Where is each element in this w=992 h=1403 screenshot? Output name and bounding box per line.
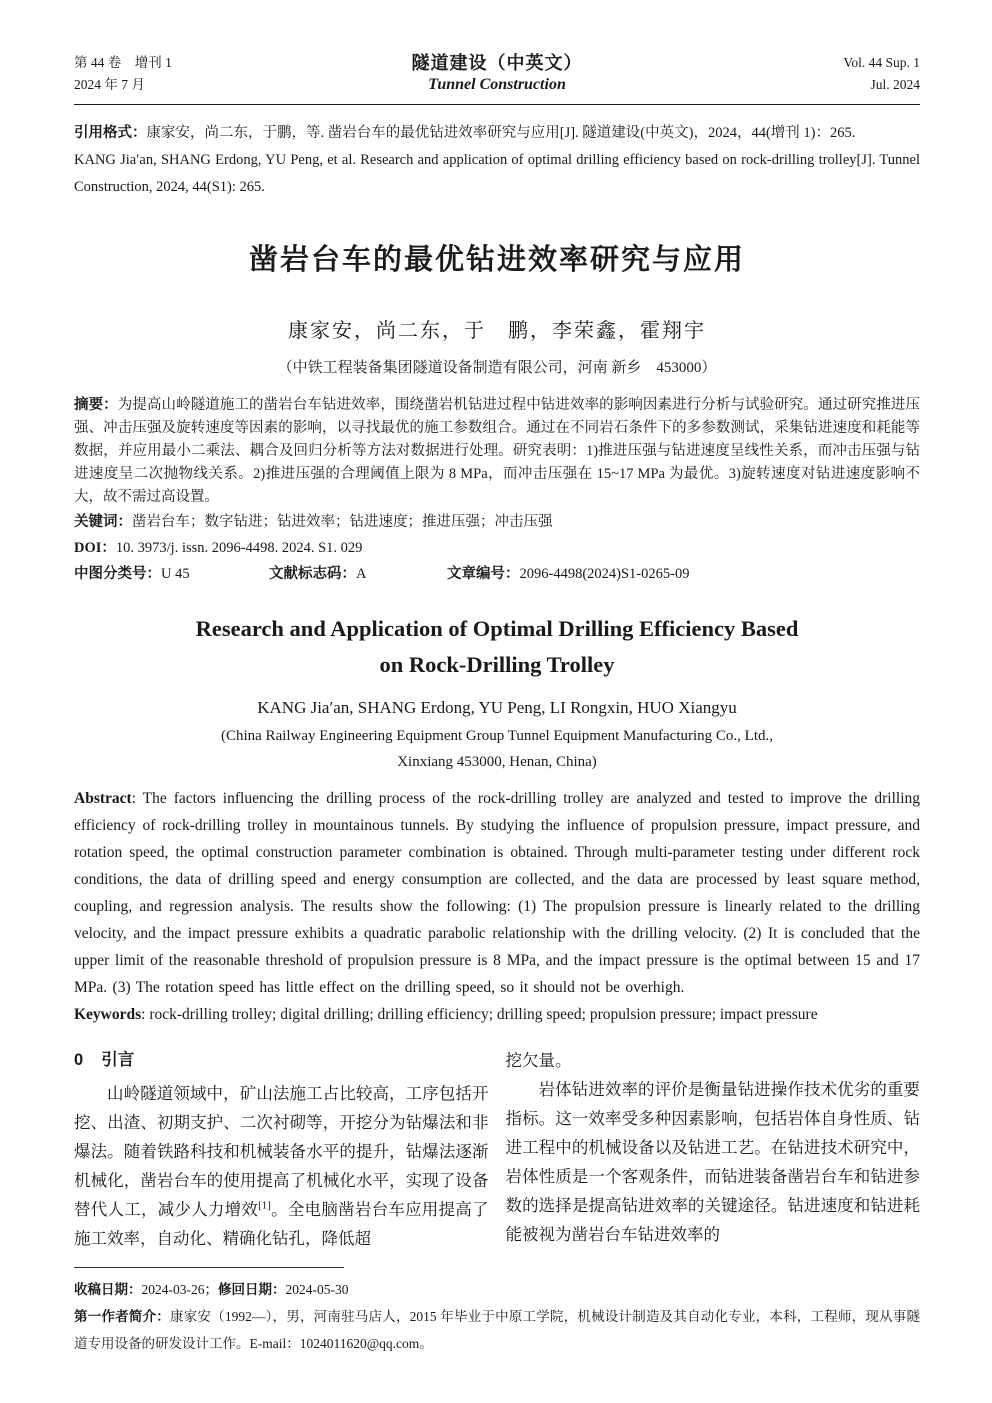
body-columns bbox=[74, 1046, 920, 1253]
doc-code-item bbox=[269, 561, 447, 587]
doi-line bbox=[74, 535, 920, 561]
article-no-value: 2096-4498(2024)S1-0265-09 bbox=[519, 566, 690, 582]
author-bio-text: 康家安（1992—），男，河南驻马店人，2015 年毕业于中原工学院，机械设计制造及其自动化专业，本科，工程师，现从事隧道专用设备的研发设计工作。E-mail：1024011620@qq.com。 bbox=[74, 1309, 921, 1351]
abstract-en-label: Abstract bbox=[74, 790, 132, 807]
keywords-cn-text: 凿岩台车；数字钻进；钻进效率；钻进速度；推进压强；冲击压强 bbox=[132, 514, 553, 530]
classification-line bbox=[74, 561, 920, 587]
journal-header bbox=[74, 52, 920, 96]
abstract-en bbox=[74, 785, 920, 1001]
affiliation-cn: （中铁工程装备集团隧道设备制造有限公司，河南 新乡 453000） bbox=[277, 360, 717, 376]
doc-code-value: A bbox=[356, 566, 367, 582]
citation-label: 引用格式： bbox=[74, 125, 147, 141]
doi-label: DOI： bbox=[74, 540, 116, 556]
journal-volume-cn-line2: 2024 年 7 月 bbox=[74, 77, 145, 92]
article-title-en-line1: Research and Application of Optimal Drilling Efficiency Based bbox=[195, 616, 799, 641]
intro-text-part2: 。全电脑凿岩台车应用提高了施工效率，自动化、精确化钻孔，降低超 bbox=[74, 1200, 489, 1248]
revised-date: 2024-05-30 bbox=[285, 1282, 349, 1297]
authors-cn: 康家安，尚二东，于 鹏，李荣鑫，霍翔宇 bbox=[288, 320, 706, 342]
revised-label: 修回日期： bbox=[218, 1282, 286, 1297]
clc-value: U 45 bbox=[161, 566, 190, 582]
article-no-item bbox=[447, 561, 689, 587]
intro-paragraph bbox=[74, 1079, 489, 1253]
body-column-left bbox=[74, 1046, 489, 1253]
header-divider bbox=[74, 104, 920, 105]
citation-text-en: KANG Jia′an, SHANG Erdong, YU Peng, et al. Research and application of optimal drilling efficiency based on rock-drilling trolley[J]. Tunnel Construction, 2024, 44(S1): 265. bbox=[74, 152, 920, 195]
body-column-right bbox=[506, 1046, 921, 1253]
authors-en: KANG Jia′an, SHANG Erdong, YU Peng, LI Rongxin, HUO Xiangyu bbox=[257, 698, 737, 717]
abstract-en-text: : The factors influencing the drilling process of the rock-drilling trolley are analyzed and tested to improve the drilling efficiency of rock-drilling trolley in mountainous tunnels. By studying the influence of propulsion pressure, impact pressure, and rotation speed, the optimal construction parameter combination is obtained. Through multi-parameter testing under different rock conditions, the data of drilling speed and energy consumption are collected, and the data are processed by least square method, coupling, and regression analysis. The results show the following: (1) The propulsion pressure is linearly related to the drilling velocity, and the impact pressure exhibits a quadratic parabolic relationship with the drilling velocity. (2) It is concluded that the upper limit of the reasonable threshold of propulsion pressure is 8 MPa, and the impact pressure is the optimal between 15 and 17 MPa. (3) The rotation speed has little effect on the drilling speed, so it should not be overhigh. bbox=[74, 790, 920, 996]
section-0-number: 0 bbox=[74, 1051, 84, 1069]
keywords-cn-label: 关键词： bbox=[74, 514, 132, 530]
affiliation-en bbox=[74, 723, 920, 775]
right-column-paragraph: 岩体钻进效率的评价是衡量钻进操作技术优劣的重要指标。这一效率受多种因素影响，包括岩体自身性质、钻进工程中的机械设备以及钻进工艺。在钻进技术研究中，岩体性质是一个客观条件，而钻进装备凿岩台车和钻进参数的选择是提高钻进效率的关键途径。钻进速度和钻进耗能被视为凿岩台车钻进效率的 bbox=[505, 1080, 920, 1244]
received-date: 2024-03-26； bbox=[141, 1282, 218, 1297]
citation-block bbox=[74, 120, 920, 201]
section-0-heading bbox=[74, 1046, 489, 1075]
section-0-title: 引言 bbox=[101, 1051, 135, 1069]
citation-text-cn: 康家安，尚二东，于鹏，等. 凿岩台车的最优钻进效率研究与应用[J]. 隧道建设(中英文)，2024，44(增刊 1)：265. bbox=[146, 125, 856, 141]
right-column-continuation: 挖欠量。 bbox=[505, 1051, 572, 1070]
clc-label: 中图分类号： bbox=[74, 566, 161, 582]
doi-value: 10. 3973/j. issn. 2096-4498. 2024. S1. 029 bbox=[115, 540, 363, 556]
abstract-cn-text: 为提高山岭隧道施工的凿岩台车钻进效率，围绕凿岩机钻进过程中钻进效率的影响因素进行分析与试验研究。通过研究推进压强、冲击压强及旋转速度等因素的影响，以寻找最优的施工参数组合。通过在不同岩石条件下的多参数测试，采集钻进速度和耗能等数据，并应用最小二乘法、耦合及回归分析等方法对数据进行处理。研究表明：1)推进压强与钻进速度呈线性关系，而冲击压强与钻进速度呈二次抛物线关系。2)推进压强的合理阈值上限为 8 MPa，而冲击压强在 15~17 MPa 为最优。3)旋转速度对钻进速度影响不大，故不需过高设置。 bbox=[74, 397, 920, 505]
reference-1-marker: [1] bbox=[258, 1199, 271, 1212]
article-no-label: 文章编号： bbox=[447, 566, 520, 582]
journal-name-cn: 隧道建设（中英文） bbox=[411, 53, 583, 73]
author-bio-label: 第一作者简介： bbox=[74, 1309, 170, 1324]
author-bio-line bbox=[74, 1303, 920, 1357]
article-title-en bbox=[74, 611, 920, 683]
article-title-cn: 凿岩台车的最优钻进效率研究与应用 bbox=[248, 244, 745, 276]
journal-volume-cn-line1: 第 44 卷 增刊 1 bbox=[74, 55, 172, 70]
clc-item bbox=[74, 561, 269, 587]
footnote-divider bbox=[74, 1267, 344, 1268]
intro-text-part1: 山岭隧道领域中，矿山法施工占比较高，工序包括开挖、出渣、初期支护、二次衬砌等，开挖分为钻爆法和非爆法。随着铁路科技和机械装备水平的提升，钻爆法逐渐机械化，凿岩台车的使用提高了机械化水平，实现了设备替代人工，减少人力增效 bbox=[74, 1084, 489, 1219]
keywords-en-label: Keywords bbox=[74, 1006, 142, 1023]
abstract-cn-label: 摘要： bbox=[74, 397, 118, 413]
abstract-cn bbox=[74, 394, 920, 509]
journal-volume-en bbox=[740, 52, 920, 96]
affiliation-en-line2: Xinxiang 453000, Henan, China) bbox=[397, 754, 597, 770]
footnotes bbox=[74, 1276, 920, 1357]
keywords-en-text: : rock-drilling trolley; digital drilling; drilling efficiency; drilling speed; propulsion pressure; impact pressure bbox=[141, 1006, 818, 1023]
keywords-en-line bbox=[74, 1001, 920, 1028]
journal-volume-en-line1: Vol. 44 Sup. 1 bbox=[843, 55, 920, 70]
article-title-en-line2: on Rock-Drilling Trolley bbox=[379, 652, 615, 677]
affiliation-en-line1: (China Railway Engineering Equipment Group Tunnel Equipment Manufacturing Co., Ltd., bbox=[220, 728, 773, 744]
doc-code-label: 文献标志码： bbox=[269, 566, 356, 582]
keywords-cn-line bbox=[74, 509, 920, 535]
journal-volume-en-line2: Jul. 2024 bbox=[870, 77, 920, 92]
journal-volume-cn bbox=[74, 52, 254, 96]
journal-name-en: Tunnel Construction bbox=[428, 76, 566, 93]
journal-name bbox=[254, 52, 740, 96]
received-label: 收稿日期： bbox=[74, 1282, 142, 1297]
dates-line bbox=[74, 1276, 920, 1303]
